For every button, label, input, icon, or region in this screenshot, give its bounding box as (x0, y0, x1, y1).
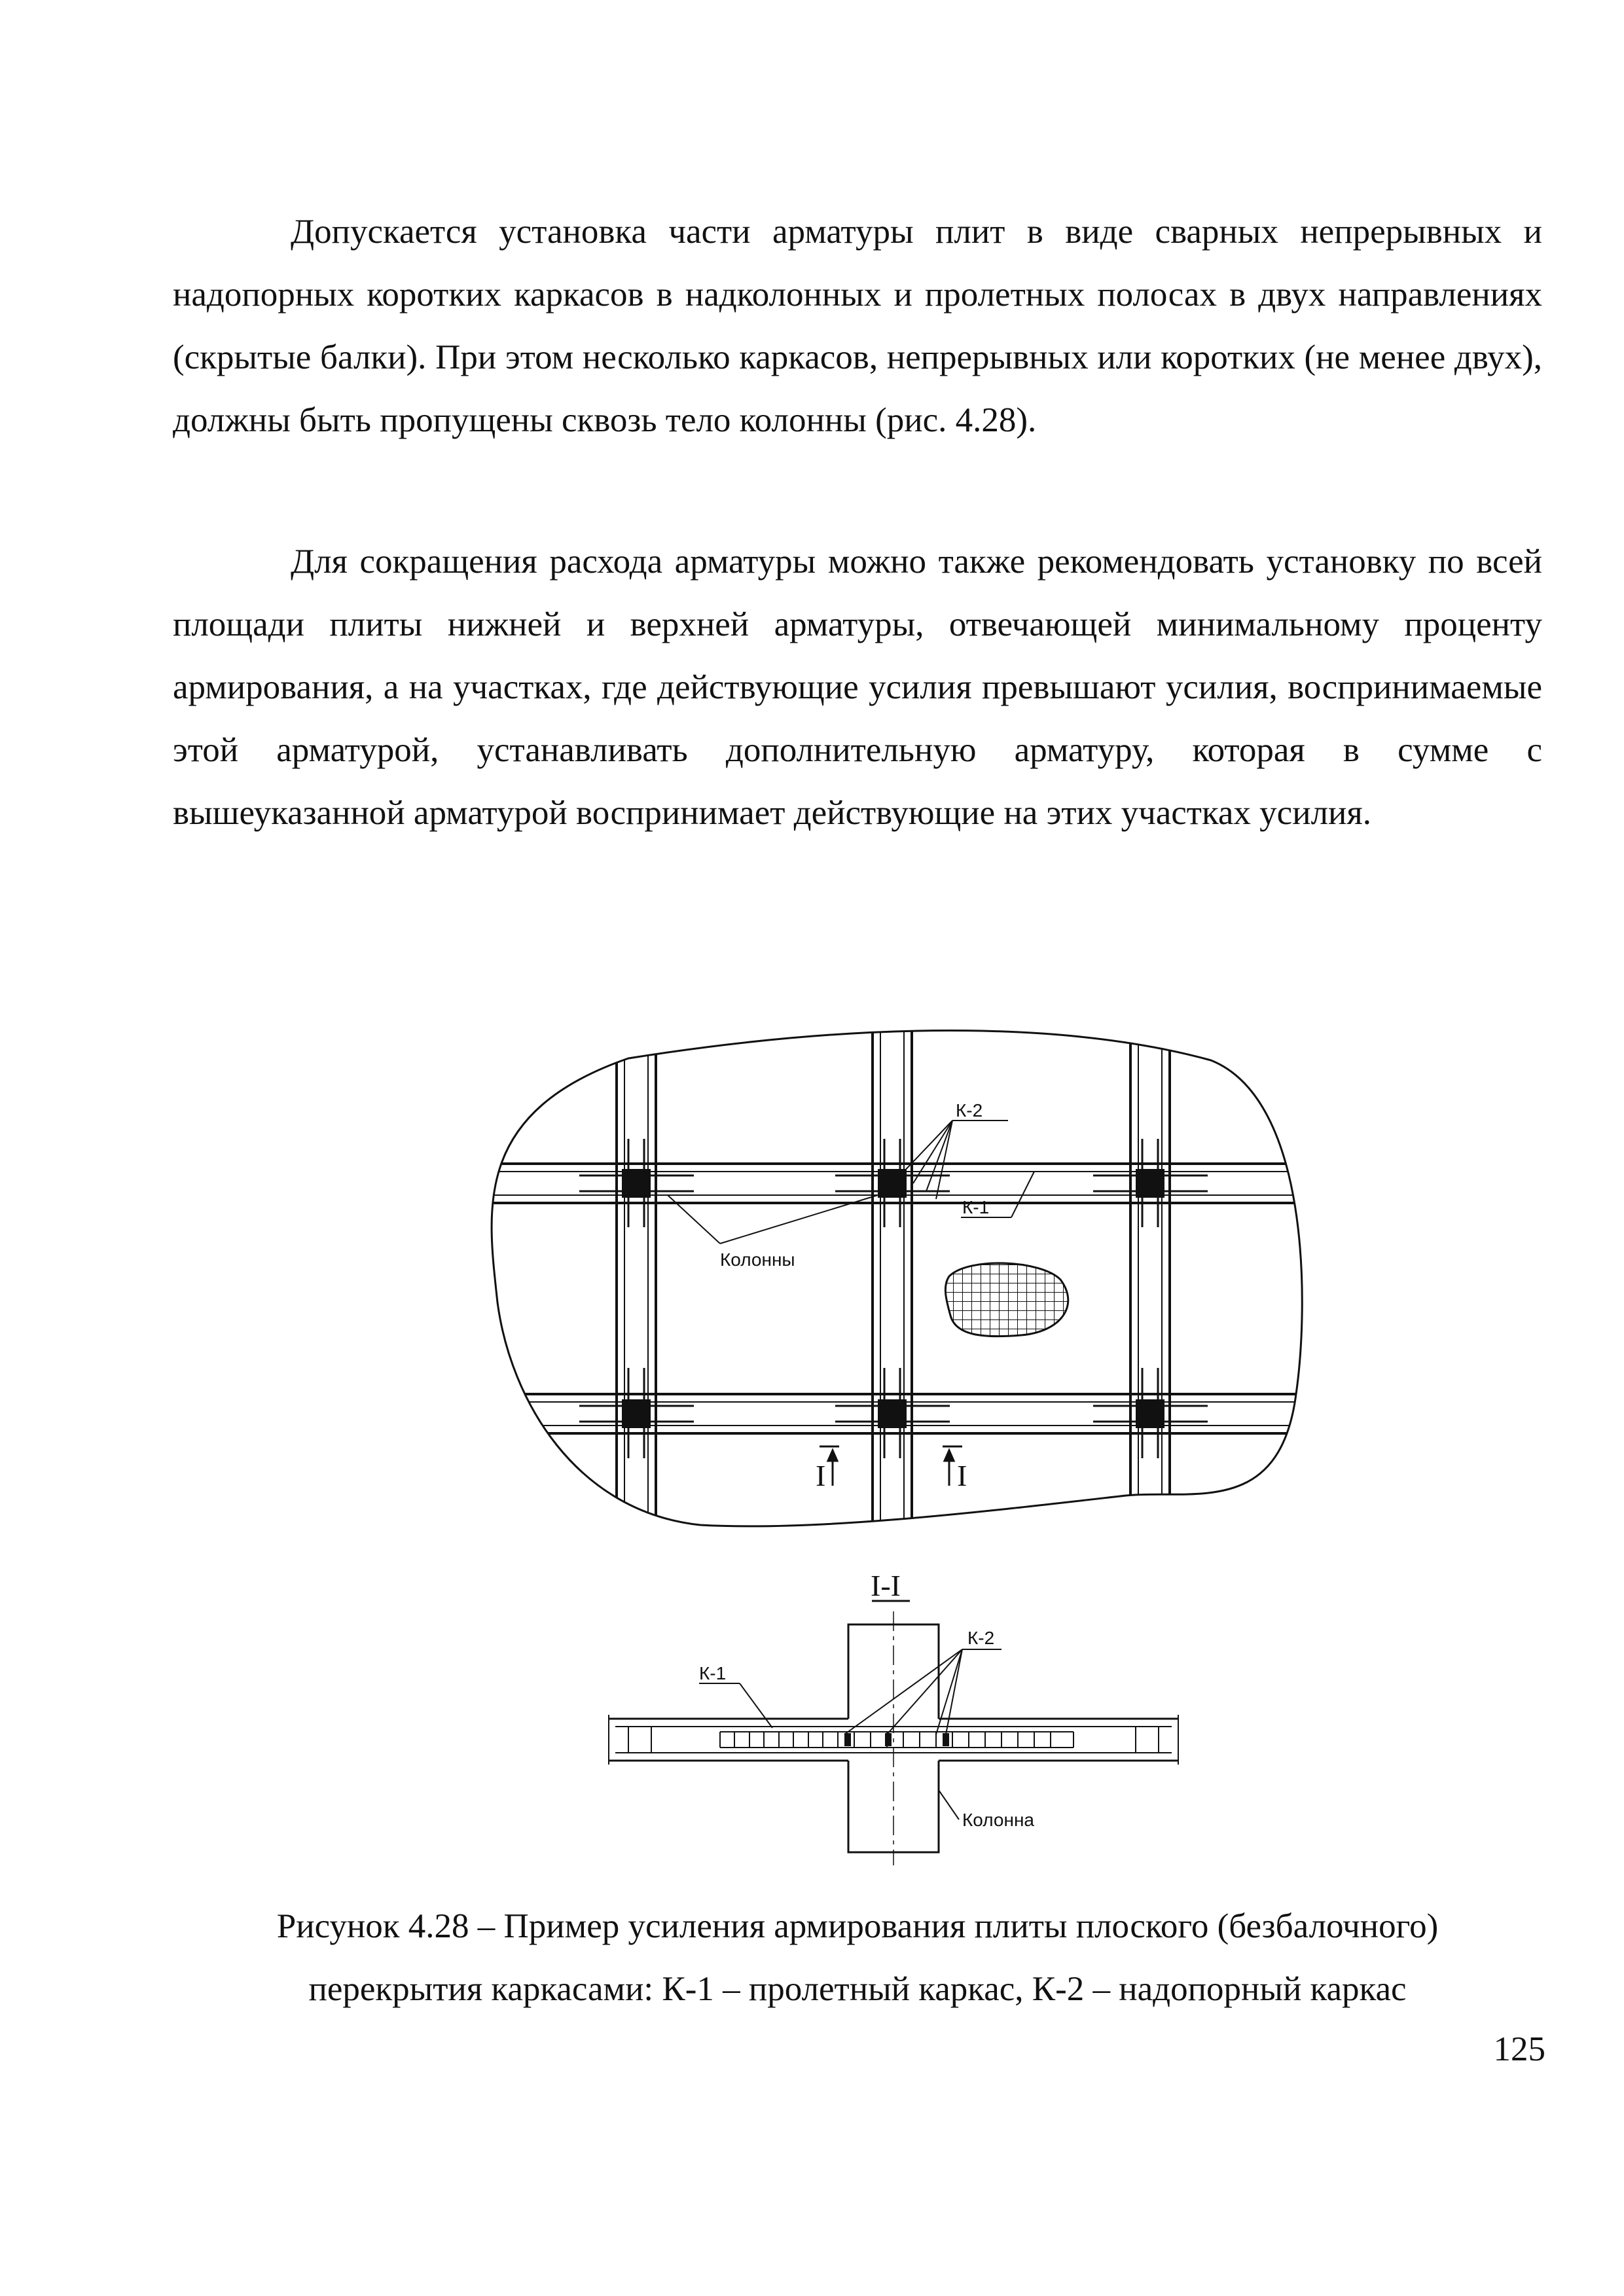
column-5 (878, 1399, 907, 1428)
plan-label-k2: К-2 (956, 1100, 983, 1121)
section-label-column: Колонна (962, 1810, 1034, 1830)
figure-caption-line-1: Рисунок 4.28 – Пример усиления армирования плиты плоского (безбалочного) (276, 1907, 1439, 1945)
plan-label-columns: Колонны (720, 1249, 795, 1270)
section-mark-left: I (816, 1459, 826, 1492)
column-4 (622, 1399, 651, 1428)
mesh-patch (945, 1263, 1068, 1336)
page-number: 125 (1493, 2030, 1545, 2068)
body-paragraph-2: Для сокращения расхода арматуры можно также рекомендовать установку по всей площади плиты нижней и верхней арматуры, отвечающей минимальному проценту армирования, а на участках, где действующие усилия превышают усилия, воспринимаемые этой арматурой, устанавливать дополнительную арматуру, которая в сумме с вышеуказанной арматурой воспринимает действующие на этих участках усилия. (173, 543, 1542, 832)
plan-view (458, 1014, 1342, 1571)
section-view (609, 1569, 1178, 1865)
figure-caption-line-2: перекрытия каркасами: К-1 – пролетный каркас, К-2 – надопорный каркас (308, 1970, 1407, 2008)
plan-label-k1: К-1 (962, 1197, 990, 1217)
section-label-k1: К-1 (699, 1663, 727, 1683)
section-title: I-I (871, 1569, 901, 1602)
section-label-k2: К-2 (967, 1628, 995, 1648)
column-6 (1136, 1399, 1164, 1428)
section-mark-right: I (957, 1459, 967, 1492)
column-1 (622, 1169, 651, 1198)
slab-boundary (492, 1030, 1302, 1526)
body-paragraph-1: Допускается установка части арматуры плит в виде сварных непрерывных и надопорных коротких каркасов в надколонных и пролетных полосах в двух направлениях (скрытые балки). При этом несколько каркасов, непрерывных или коротких (не менее двух), должны быть пропущены сквозь тело колонны (рис. 4.28). (173, 213, 1542, 439)
column-3 (1136, 1169, 1164, 1198)
